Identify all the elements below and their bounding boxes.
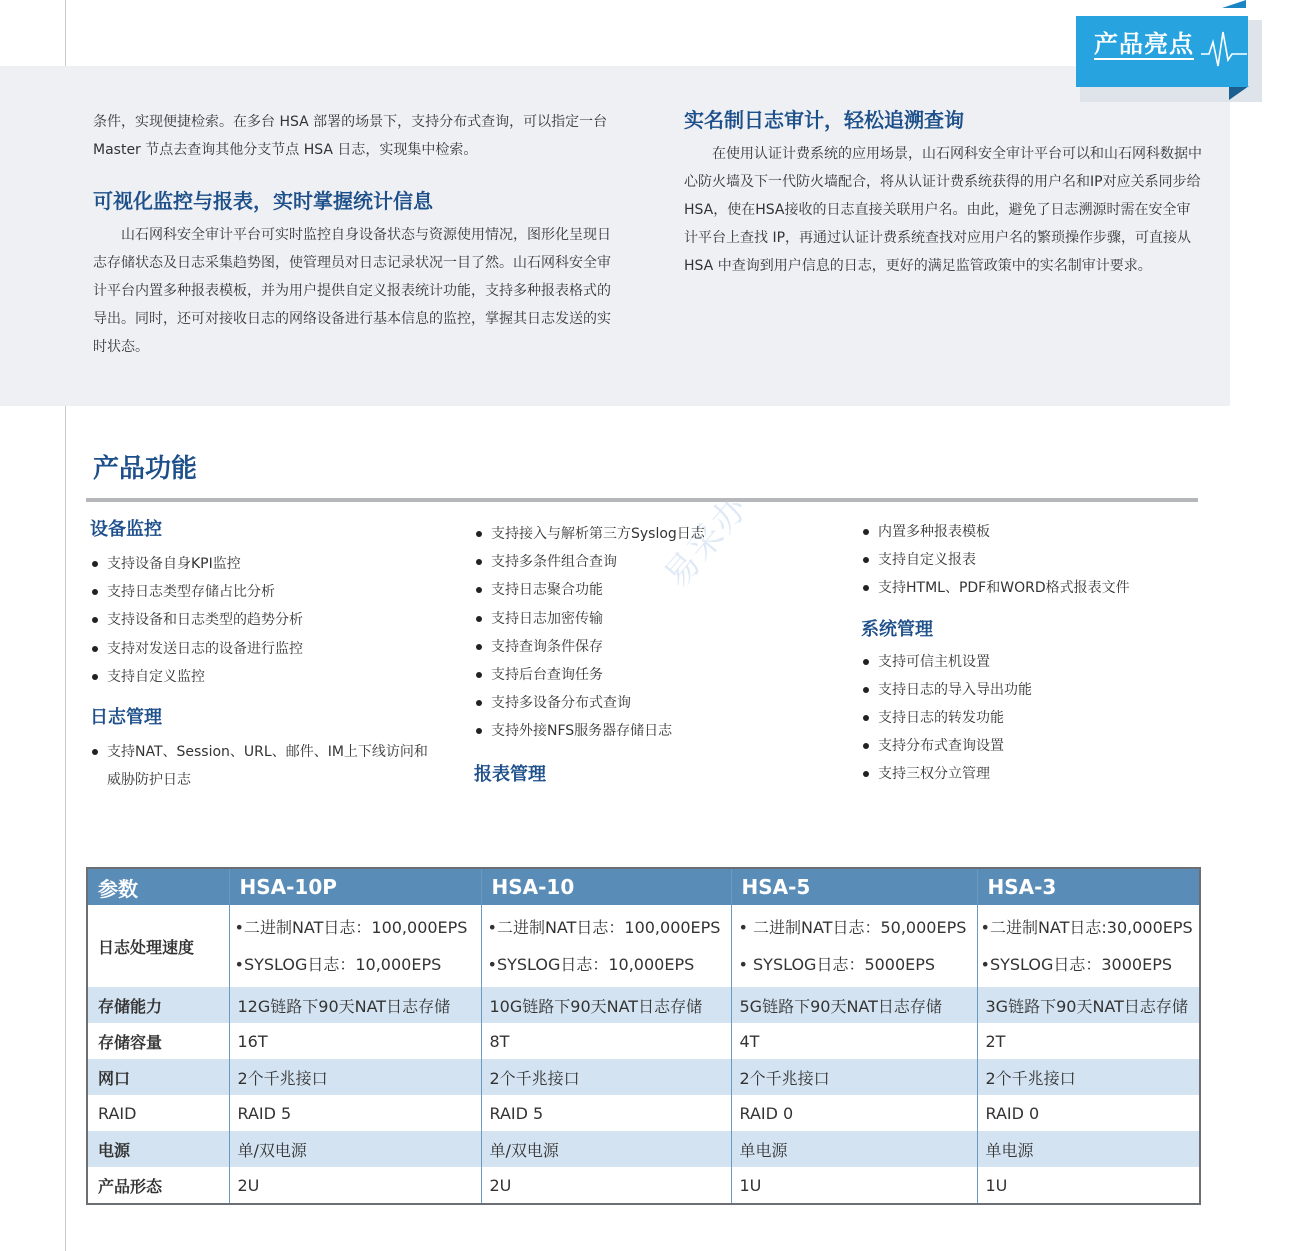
distributed-query-text: 条件，实现便捷检索。在多台 HSA 部署的场景下，支持分布式查询，可以指定一台 Master 节点去查询其他分支节点 HSA 日志，实现集中检索。 — [93, 114, 608, 158]
table-cell: 3G链路下90天NAT日志存储 — [977, 987, 1200, 1023]
list-item: 支持外接NFS服务器存储日志 — [474, 717, 804, 745]
table-cell: RAID 0 — [731, 1095, 977, 1131]
table-cell: RAID 0 — [977, 1095, 1200, 1131]
row-label: 存储容量 — [98, 1032, 163, 1052]
monitor-report-title: 可视化监控与报表，实时掌握统计信息 — [93, 189, 433, 213]
highlights-right-column — [684, 106, 1204, 280]
table-cell: 1U — [977, 1167, 1200, 1204]
row-label: 存储能力 — [87, 987, 229, 1023]
log-features-list — [474, 520, 804, 746]
syslog-speed: •SYSLOG日志：3000EPS — [980, 955, 1172, 974]
highlights-badge — [1076, 16, 1248, 87]
features-title: 产品功能 — [93, 454, 198, 484]
list-item: 支持对发送日志的设备进行监控 — [90, 635, 440, 663]
badge-label: 产品亮点 — [1094, 30, 1194, 58]
realname-audit-text: 在使用认证计费系统的应用场景，山石网科安全审计平台可以和山石网科数据中心防火墙及下一代防火墙配合，将从认证计费系统获得的用户名和IP对应关系同步给HSA，使在HSA接收的日志直接关联用户名。由此，避免了日志溯源时需在安全审计平台上查找 IP，再通过认证计费系统查找对应用户名的繁琐操作步骤，可直接从 HSA 中查询到用户信息的日志，更好的满足监管政策中的实名制审计要求。 — [684, 146, 1202, 274]
table-row — [87, 1131, 1200, 1167]
row-label: RAID — [98, 1103, 137, 1123]
features-divider — [86, 498, 1198, 502]
table-cell: 2个千兆接口 — [977, 1059, 1200, 1095]
table-cell: 单/双电源 — [481, 1131, 731, 1167]
nat-speed: • 二进制NAT日志：50,000EPS — [738, 918, 967, 937]
list-item: 支持后台查询任务 — [474, 661, 804, 689]
table-row — [87, 987, 1200, 1023]
list-item: 支持NAT、Session、URL、邮件、IM上下线访问和威胁防护日志 — [90, 738, 435, 794]
list-item: 支持HTML、PDF和WORD格式报表文件 — [861, 574, 1191, 602]
row-label: 产品形态 — [98, 1176, 163, 1196]
list-item: 支持设备和日志类型的趋势分析 — [90, 606, 440, 634]
spec-table — [86, 867, 1201, 1205]
system-mgmt-heading: 系统管理 — [861, 618, 933, 640]
table-header-cell: 参数 — [87, 868, 229, 905]
nat-speed: •二进制NAT日志：100,000EPS — [234, 918, 468, 937]
table-header-cell: HSA-5 — [731, 868, 977, 905]
monitor-report-text: 山石网科安全审计平台可实时监控自身设备状态与资源使用情况，图形化呈现日志存储状态及日志采集趋势图，使管理员对日志记录状况一目了然。山石网科安全审计平台内置多种报表模板，并为用户提供自定义报表统计功能，支持多种报表格式的导出。同时，还可对接收日志的网络设备进行基本信息的监控，掌握其日志发送的实时状态。 — [93, 227, 611, 355]
badge-top-fold — [1222, 0, 1246, 8]
list-item: 支持分布式查询设置 — [861, 732, 1191, 760]
table-cell: RAID 5 — [229, 1095, 481, 1131]
device-monitor-list — [90, 550, 440, 691]
log-mgmt-list — [90, 738, 435, 794]
list-item: 支持接入与解析第三方Syslog日志 — [474, 520, 804, 548]
list-item: 支持日志聚合功能 — [474, 576, 804, 604]
syslog-speed: •SYSLOG日志：10,000EPS — [487, 955, 695, 974]
table-row — [87, 1095, 1200, 1131]
table-cell — [481, 905, 731, 987]
system-mgmt-list — [861, 648, 1191, 789]
row-label: 电源 — [87, 1131, 229, 1167]
table-row — [87, 1023, 1200, 1059]
realname-audit-title: 实名制日志审计，轻松追溯查询 — [684, 108, 964, 132]
table-cell: 10G链路下90天NAT日志存储 — [481, 987, 731, 1023]
table-cell: 4T — [731, 1023, 977, 1059]
row-label: 网口 — [87, 1059, 229, 1095]
table-cell: 单电源 — [731, 1131, 977, 1167]
table-header-row — [87, 868, 1200, 905]
syslog-speed: •SYSLOG日志：10,000EPS — [234, 955, 442, 974]
features-column-2 — [474, 520, 804, 789]
list-item: 支持日志加密传输 — [474, 605, 804, 633]
list-item: 支持查询条件保存 — [474, 633, 804, 661]
list-item: 支持多条件组合查询 — [474, 548, 804, 576]
table-row — [87, 1167, 1200, 1204]
table-cell: 单/双电源 — [229, 1131, 481, 1167]
table-header-cell: HSA-10P — [229, 868, 481, 905]
table-header-cell: HSA-3 — [977, 868, 1200, 905]
table-cell: 12G链路下90天NAT日志存储 — [229, 987, 481, 1023]
report-features-list — [861, 518, 1191, 603]
table-header-cell: HSA-10 — [481, 868, 731, 905]
list-item: 支持日志类型存储占比分析 — [90, 578, 440, 606]
table-cell: RAID 5 — [481, 1095, 731, 1131]
table-cell — [731, 905, 977, 987]
row-label: 日志处理速度 — [98, 937, 195, 957]
pulse-line-icon — [1201, 24, 1247, 74]
table-cell: 2U — [481, 1167, 731, 1204]
syslog-speed: • SYSLOG日志：5000EPS — [738, 955, 936, 974]
list-item: 内置多种报表模板 — [861, 518, 1191, 546]
table-cell: 16T — [229, 1023, 481, 1059]
log-mgmt-heading: 日志管理 — [90, 707, 162, 729]
table-cell: 单电源 — [977, 1131, 1200, 1167]
list-item: 支持日志的导入导出功能 — [861, 676, 1191, 704]
report-mgmt-heading: 报表管理 — [474, 763, 546, 785]
list-item: 支持自定义报表 — [861, 546, 1191, 574]
list-item: 支持自定义监控 — [90, 663, 440, 691]
table-cell: 2U — [229, 1167, 481, 1204]
nat-speed: •二进制NAT日志：100,000EPS — [487, 918, 721, 937]
table-cell: 2T — [977, 1023, 1200, 1059]
highlights-left-column — [93, 108, 613, 361]
features-column-1 — [90, 516, 440, 794]
list-item: 支持设备自身KPI监控 — [90, 550, 440, 578]
table-cell: 5G链路下90天NAT日志存储 — [731, 987, 977, 1023]
table-cell — [977, 905, 1200, 987]
badge-fold — [1229, 86, 1249, 100]
list-item: 支持多设备分布式查询 — [474, 689, 804, 717]
list-item: 支持可信主机设置 — [861, 648, 1191, 676]
table-row — [87, 905, 1200, 987]
table-row — [87, 1059, 1200, 1095]
watermark: 易采办 — [656, 487, 757, 596]
nat-speed: •二进制NAT日志:30,000EPS — [980, 918, 1193, 937]
table-cell: 1U — [731, 1167, 977, 1204]
device-monitor-heading: 设备监控 — [90, 519, 162, 540]
table-cell: 2个千兆接口 — [731, 1059, 977, 1095]
list-item: 支持三权分立管理 — [861, 760, 1191, 788]
features-column-3 — [861, 518, 1191, 789]
table-cell: 8T — [481, 1023, 731, 1059]
table-cell: 2个千兆接口 — [481, 1059, 731, 1095]
list-item: 支持日志的转发功能 — [861, 704, 1191, 732]
table-cell: 2个千兆接口 — [229, 1059, 481, 1095]
table-cell — [229, 905, 481, 987]
